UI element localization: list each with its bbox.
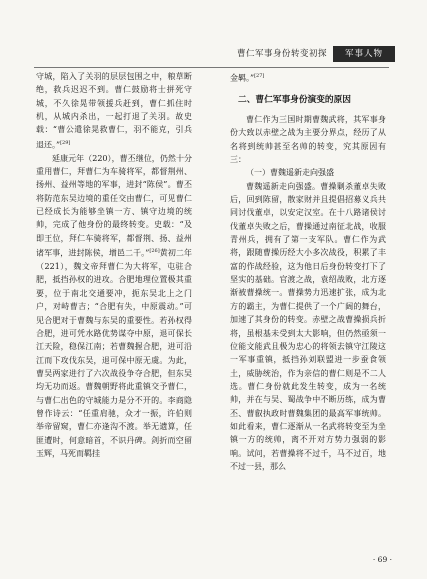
body-paragraph [230, 70, 386, 85]
header-rule [34, 67, 389, 68]
subsection-heading: （一）曹魏遥新走向强盛 [246, 168, 334, 178]
paragraph-text: 守城，陷入了关羽的层层包围之中，粮草断绝，救兵迟迟不到。曹仁鼓励将士拼死守城，不久徐晃带领援兵赶到，曹仁抓住时机，从城内杀出，一起打退了关羽。故史载：“曹公遣徐晃救曹仁，羽不能克，引兵退还。” [36, 72, 192, 150]
right-column [230, 70, 386, 473]
left-column [36, 70, 192, 460]
section-label: 军事人物 [333, 46, 395, 62]
paragraph-text: 延康元年（220），曹丕继位，仍然十分重用曹仁，拜曹仁为车骑将军，都督荆州、扬州、益州等地的军事，进封“陈侯”。曹丕将防范东吴边境的重任交由曹仁，可见曹仁已经成长为能够坐镇一方、镇守边境的统帅，完成了他身份的最终转变。史载：“及即王位，拜仁车骑将军，都督荆、扬、益州诸军事，进封陈侯，增邑二千。” [36, 153, 192, 258]
running-header [219, 46, 389, 62]
body-paragraph: 曹仁作为三国时期曹魏武将，其军事身份大致以赤壁之战为主要分界点，经历了从名将到统帅甚至名帅的转变，究其原因有三： [230, 115, 386, 165]
footnote-ref: [27] [254, 73, 265, 79]
page-number: · 69 · [372, 555, 392, 564]
footnote-ref: [26] [149, 248, 160, 255]
running-header-title: 曹仁军事身份转变初探 [236, 49, 327, 59]
footnote-ref: [29] [60, 139, 71, 146]
body-paragraph: 曹魏遥新走向强盛。曹操剿杀董卓失败后，回到陈留，散家财并且提倡招募义兵共同讨伐董卓，以安定汉室。在十八路诸侯讨伐董卓失败之后，曹操通过南征北战，收服青州兵，拥有了第一支军队。曹仁作为武将，跟随曹操历经大小多次战役，积累了丰富的作战经验，这为他日后身份转变打下了坚实的基础。官渡之战，袁绍战败，北方逐渐被曹操统一。曹操势力迅速扩张，成为北方的霸主，为曹仁提供了一个广阔的舞台，加速了其身份的转变。赤壁之战曹操损兵折将，虽根基未受到太大影响，但仍然亟须一位能文能武且极为忠心的将领去镇守江陵这一军事重镇，抵挡孙刘联盟进一步蚕食领土，威胁统治，作为亲信的曹仁则是不二人选。曹仁身份就此发生转变，成为一名统帅，并在与吴、蜀战争中不断历练，成为曹丕、曹叡执政时曹魏集团的最高军事统帅。如此看来，曹仁逐渐从一名武将转变至为坐镇一方的统帅，离不开对方势力强弱的影响。试问，若曹操将不过千，马不过百，地不过一县，那么 [230, 181, 386, 471]
body-paragraph [36, 152, 192, 461]
section-heading: 二、曹仁军事身份演变的原因 [238, 95, 351, 105]
body-paragraph [36, 70, 192, 152]
paragraph-text: 黄初二年（221），魏文帝拜曹仁为大将军，屯驻合肥，抵挡孙权的进攻。合肥地理位置极其重要，位于南北交通要冲，扼东吴北上之门户，对峙曹吉；“合肥有失，中原震动。”可见合肥对于曹魏与东吴的重要性。若孙权得合肥，进可凭水路优势谋夺中原，退可保长江天险，稳保江南；若曹魏握合肥，进可沿江而下攻伐东吴，退可保中原无虞。为此，曹吴两家进行了六次战役争夺合肥，但东吴均无功而返。曹魏朝野将此重镇交予曹仁，与曹仁出色的守城能力是分不开的。李商隐曾作诗云：“任重肩驰，众才一振，许伯则举帝留窥，曹仁亦逢沟不渡。举无遗算，任匪遭时，何意暗首，不识丹碑。剑折而空留玉辉，马死而羁挂 [36, 248, 193, 458]
paragraph-text: 金羁。” [230, 73, 255, 83]
